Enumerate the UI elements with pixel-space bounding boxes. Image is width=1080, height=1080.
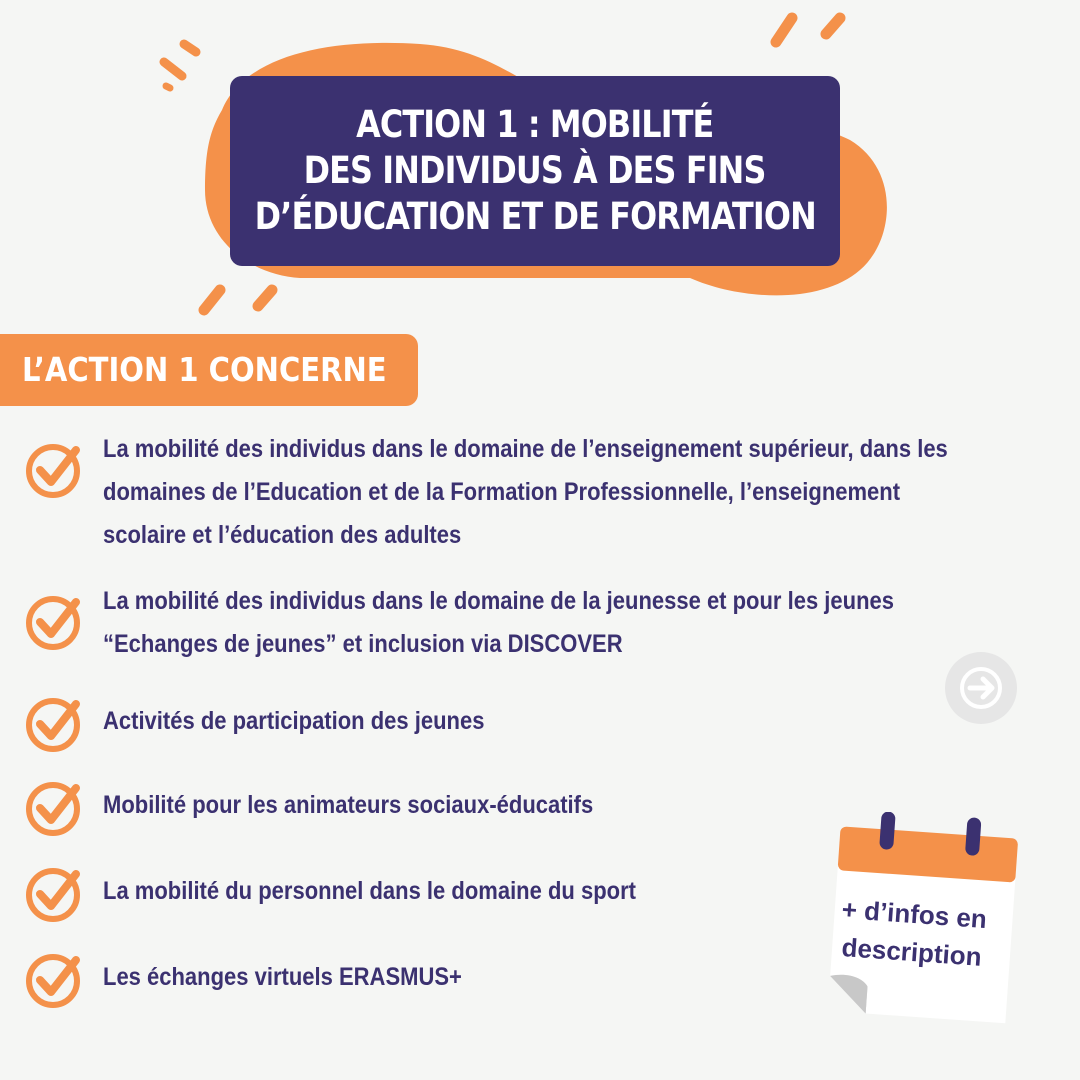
accent-dash [258,290,272,306]
arrow-right-icon [945,652,1017,724]
list-item-text: Activités de participation des jeunes [103,707,485,735]
accent-dash [776,18,792,42]
list-item-text: Les échanges virtuels ERASMUS+ [103,963,462,991]
list-item-text: La mobilité des individus dans le domaine de la jeunesse et pour les jeunes “Echanges de jeunes” et inclusion via DISCOVER [103,587,895,658]
accent-dash [164,62,182,76]
accent-dash [826,18,840,34]
check-circle-icon [24,694,84,754]
list-item-text: La mobilité des individus dans le domaine de l’enseignement supérieur, dans les domaines de l’Education et de la Formation Professionnelle, l’enseignement scolaire et l’éducation des adultes [103,435,948,549]
check-circle-icon [24,592,84,652]
title-card [230,76,840,266]
accent-dash [166,86,170,88]
title-line-1: ACTION 1 : MOBILITÉ [356,103,714,146]
next-button[interactable] [945,652,1017,724]
section-heading: L’ACTION 1 CONCERNE [22,350,387,389]
title-line-3: D’ÉDUCATION ET DE FORMATION [254,195,816,238]
section-banner [0,334,418,406]
check-circle-icon [24,864,84,924]
accent-dash [204,290,220,310]
info-note: + d’infos en description [840,894,988,972]
title-line-2: DES INDIVIDUS À DES FINS [304,149,766,192]
check-circle-icon [24,778,84,838]
check-circle-icon [24,950,84,1010]
accent-dash [184,44,196,52]
check-circle-icon [24,440,84,500]
list-item-text: Mobilité pour les animateurs sociaux-éducatifs [103,791,594,819]
list-item-text: La mobilité du personnel dans le domaine du sport [103,877,636,905]
